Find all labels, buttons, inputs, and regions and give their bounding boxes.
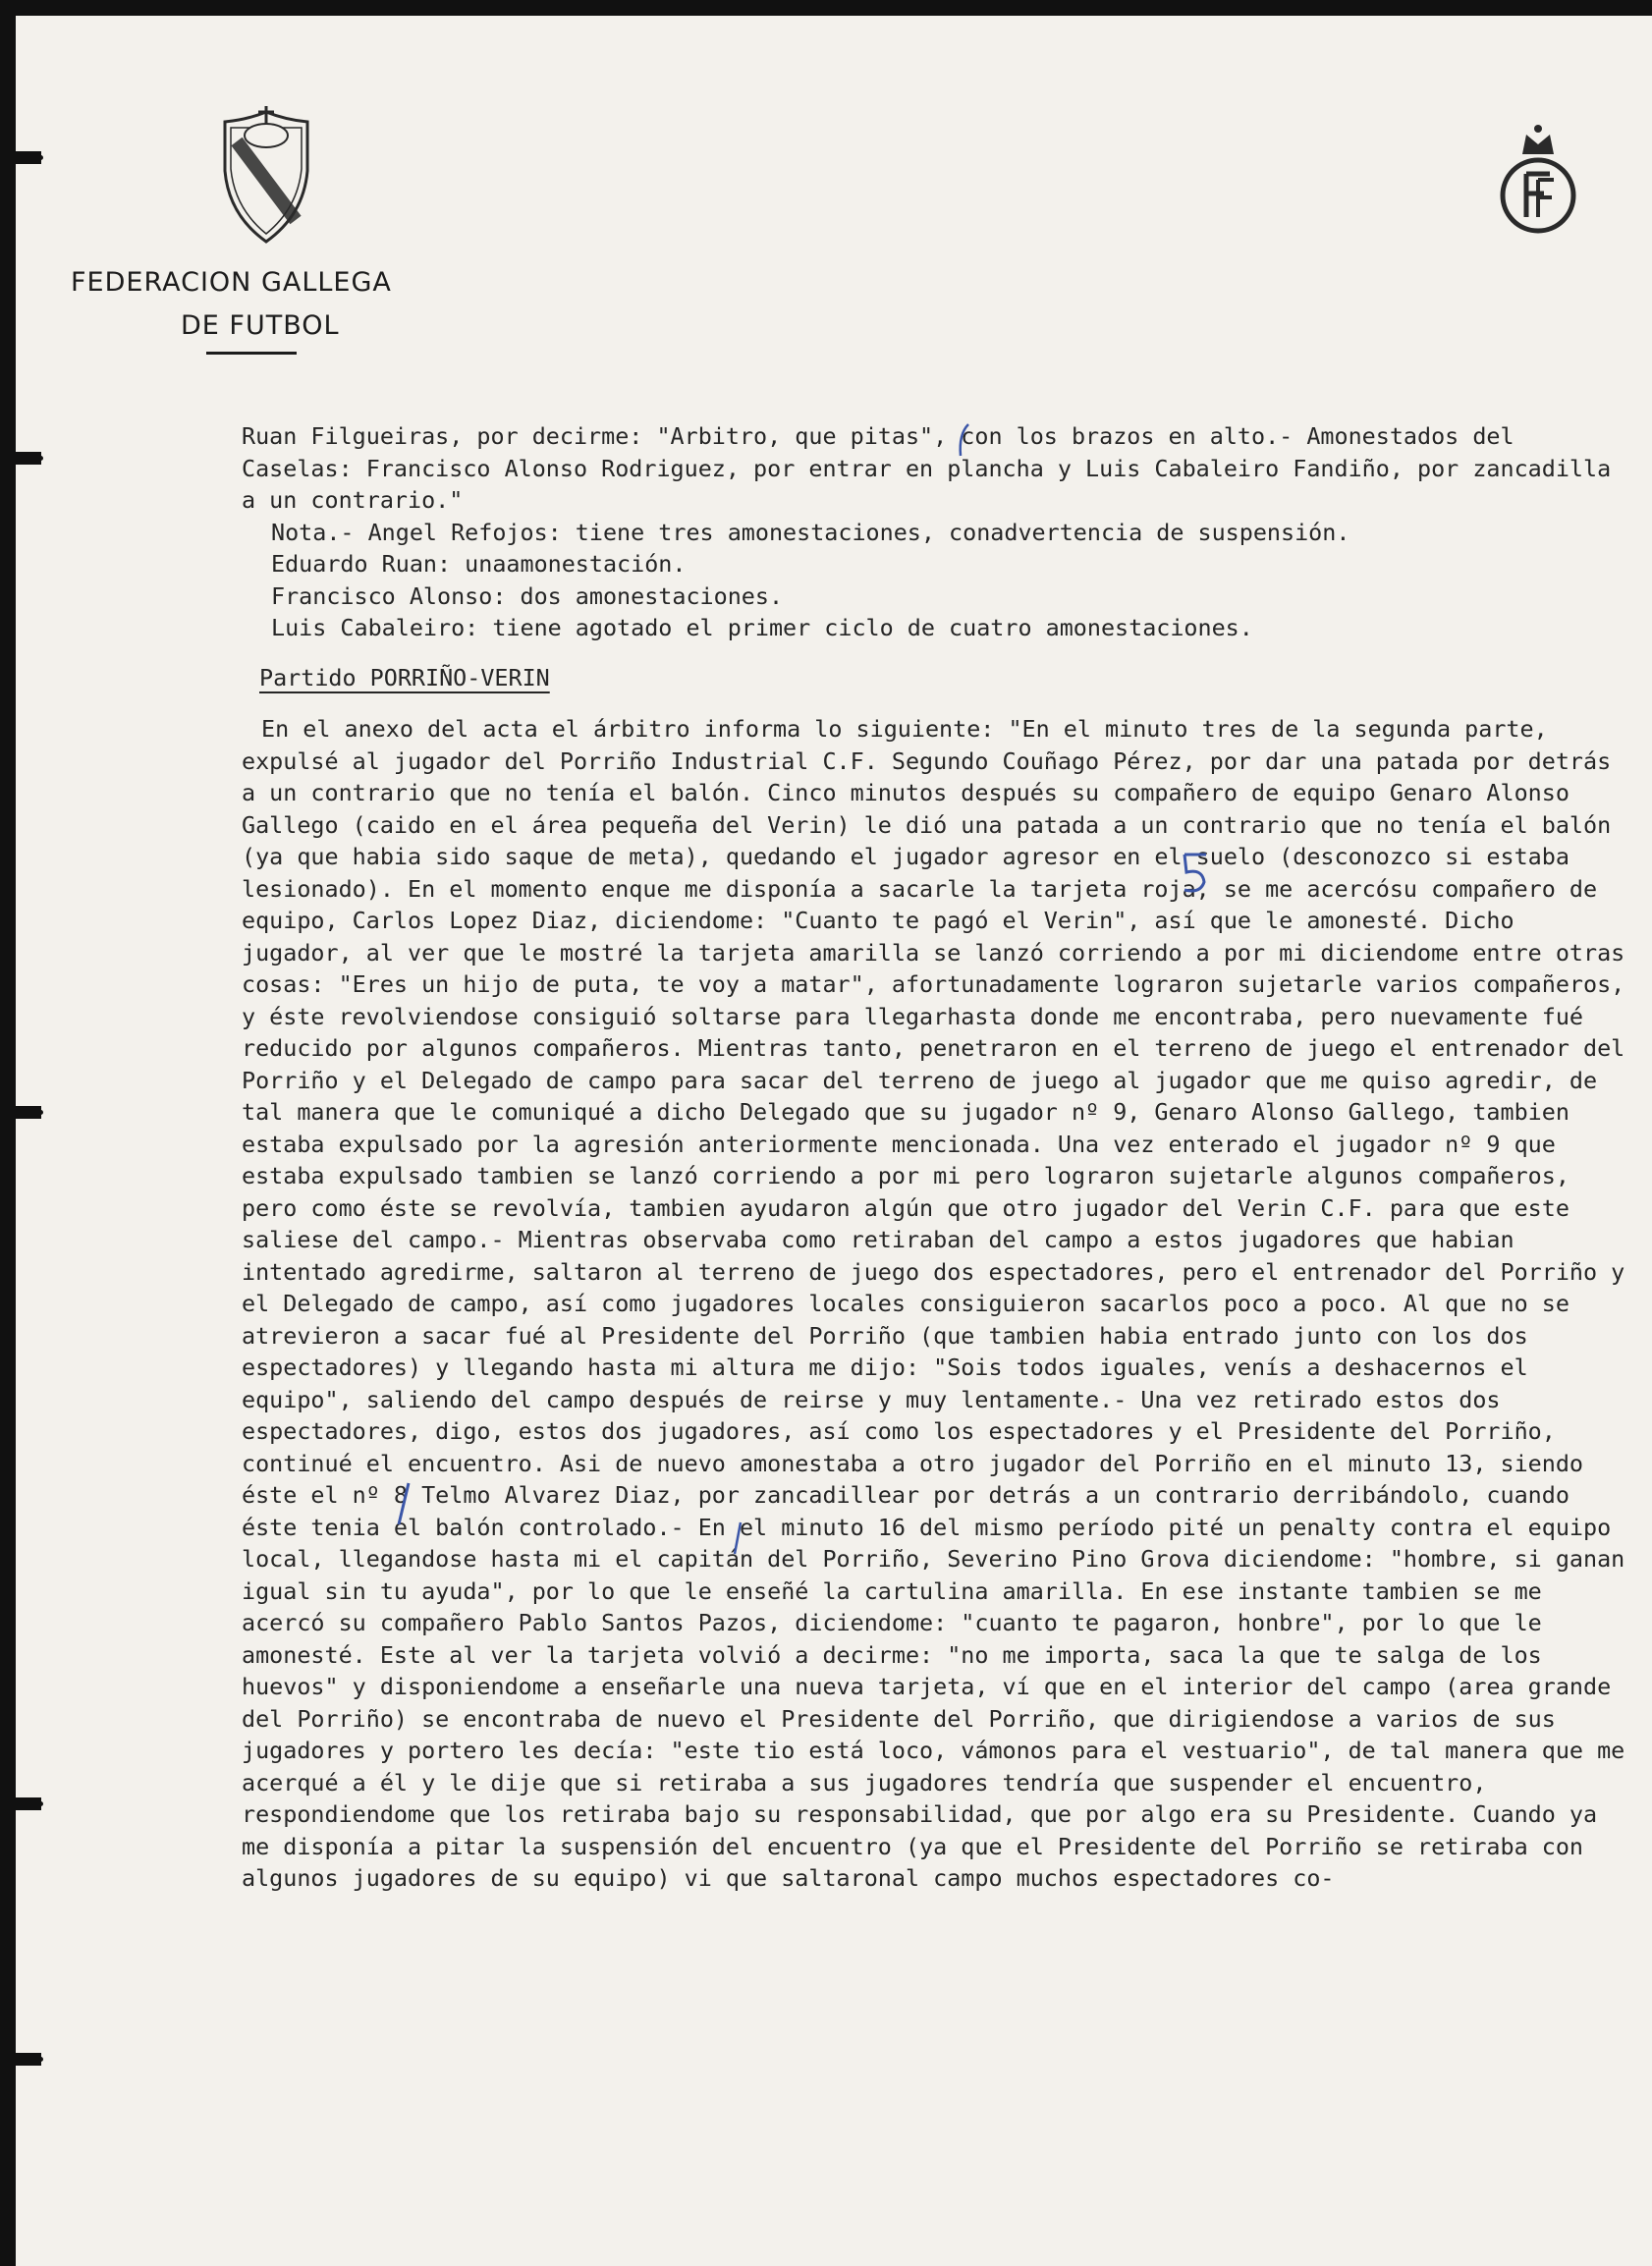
section-title: Partido PORRIÑO-VERIN xyxy=(259,663,550,691)
pen-annotation-mark xyxy=(391,1479,420,1528)
note-line: Eduardo Ruan: unaamonestación. xyxy=(271,550,687,578)
binder-hole-mark xyxy=(16,452,41,465)
note-line: Francisco Alonso: dos amonestaciones. xyxy=(271,581,784,610)
federation-shield-emblem-icon xyxy=(217,102,315,249)
pen-annotation-mark xyxy=(1177,849,1216,898)
binder-hole-mark xyxy=(16,151,41,164)
intro-paragraph: Ruan Filgueiras, por decirme: "Arbitro, que pitas", con los brazos en alto.- Amonestados del Caselas: Francisco Alonso Rodriguez, por entrar en plancha y Luis Cabaleiro Fandiño, por zancadilla a un contrario." xyxy=(242,422,1612,514)
binder-hole-mark xyxy=(16,1797,41,1810)
royal-crown-fef-emblem-icon xyxy=(1489,119,1587,247)
note-line: Nota.- Angel Refojos: tiene tres amonestaciones, conadvertencia de suspensión. xyxy=(271,518,1350,546)
document-body xyxy=(242,420,1636,1895)
spacer xyxy=(242,693,1636,713)
pen-annotation-mark xyxy=(725,1519,754,1558)
document-page xyxy=(16,16,1652,2266)
binder-hole-mark xyxy=(16,2053,41,2066)
binder-hole-mark xyxy=(16,1106,41,1119)
organization-name-line-1: FEDERACION GALLEGA xyxy=(71,267,392,298)
letterhead-rule xyxy=(206,352,297,355)
main-paragraph: En el anexo del acta el árbitro informa lo siguiente: "En el minuto tres de la segunda parte, expulsé al jugador del Porriño Industrial C.F. Segundo Couñago Pérez, por dar una patada por detrás a un contrario que no tenía el balón. Cinco minutos después su compañero de equipo Genaro Alonso Gallego (caido en el área pequeña del Verin) le dió una patada a un contrario que no tenía el balón (ya que habia sido saque de meta), quedando el jugador agresor en el suelo (desconozco si estaba lesionado). En el momento enque me disponía a sacarle la tarjeta roja, se me acercósu compañero de equipo, Carlos Lopez Diaz, diciendome: "Cuanto te pagó el Verin", así que le amonesté. Dicho jugador, al ver que le mostré la tarjeta amarilla se lanzó corriendo a por mi diciendome entre otras cosas: "Eres un hijo de puta, te voy a matar", afortunadamente lograron sujetarle varios compañeros, y éste revolviendose consiguió soltarse para llegarhasta donde me encontraba, pero nuevamente fué reducido por algunos compañeros. Mientras tanto, penetraron en el terreno de juego el entrenador del Porriño y el Delegado de campo para sacar del terreno de juego al jugador que me quiso agredir, de tal manera que le comuniqué a dicho Delegado que su jugador nº 9, Genaro Alonso Gallego, tambien estaba expulsado por la agresión anteriormente mencionada. Una vez enterado el jugador nº 9 que estaba expulsado tambien se lanzó corriendo a por mi pero lograron sujetarle algunos compañeros, pero como éste se revolvía, tambien ayudaron algún que otro jugador del Verin C.F. para que este saliese del campo.- Mientras observaba como retiraban del campo a estos jugadores que habian intentado agredirme, saltaron al terreno de juego dos espectadores, pero el entrenador del Porriño y el Delegado de campo, así como jugadores locales consiguieron sacarlos poco a poco. Al que no se atrevieron a sacar fué al Presidente del Porriño (que tambien habia entrado junto con los dos espectadores) y llegando hasta mi altura me dijo: "Sois todos iguales, venís a deshacernos el equipo", saliendo del campo después de reirse y muy lentamente.- Una vez retirado estos dos espectadores, digo, estos dos jugadores, así como los espectadores y el Presidente del Porriño, continué el encuentro. Asi de nuevo amonestaba a otro jugador del Porriño en el minuto 13, siendo éste el nº 8 Telmo Alvarez Diaz, por zancadillear por detrás a un contrario derribándolo, cuando éste tenia el balón controlado.- En el minuto 16 del mismo período pité un penalty contra el equipo local, llegandose hasta mi el capitán del Porriño, Severino Pino Grova diciendome: "hombre, si ganan igual sin tu ayuda", por lo que le enseñé la cartulina amarilla. En ese instante tambien se me acercó su compañero Pablo Santos Pazos, diciendome: "cuanto te pagaron, honbre", por lo que le amonesté. Este al ver la tarjeta volvió a decirme: "no me importa, saca la que te salga de los huevos" y disponiendome a enseñarle una nueva tarjeta, ví que en el interior del campo (area grande del Porriño) se encontraba de nuevo el Presidente del Porriño, que dirigiendose a varios de sus jugadores y portero les decía: "este tio está loco, vámonos para el vestuario", de tal manera que me acerqué a él y le dije que si retiraba a sus jugadores tendría que suspender el encuentro, respondiendome que los retiraba bajo su responsabilidad, que por algo era su Presidente. Cuando ya me disponía a pitar la suspensión del encuentro (ya que el Presidente del Porriño se retiraba con algunos jugadores de su equipo) vi que saltaronal campo muchos espectadores co- xyxy=(242,715,1625,1892)
pen-annotation-mark xyxy=(955,420,974,460)
note-line: Luis Cabaleiro: tiene agotado el primer ciclo de cuatro amonestaciones. xyxy=(271,614,1253,641)
organization-name-line-2: DE FUTBOL xyxy=(181,310,340,341)
organization-name xyxy=(71,261,483,348)
